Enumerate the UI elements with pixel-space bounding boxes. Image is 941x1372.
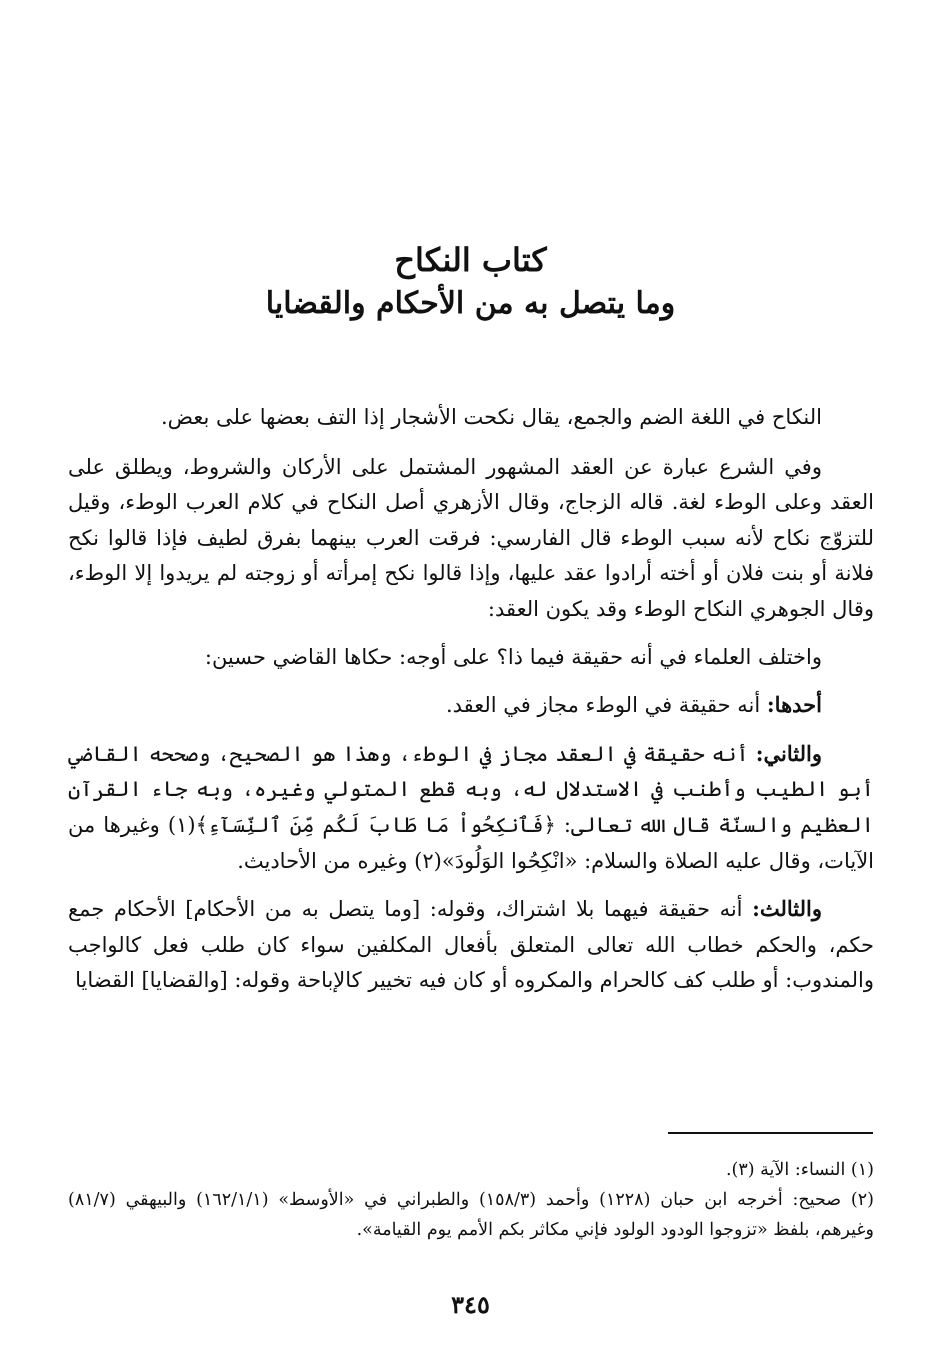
chapter-heading (0, 238, 941, 326)
paragraph-second-view (68, 736, 874, 879)
first-view-label: أحدها: (766, 692, 822, 718)
paragraph-definition: النكاح في اللغة الضم والجمع، يقال نكحت الأشجار إذا التف بعضها على بعض. (161, 405, 822, 429)
footnote-divider (668, 1132, 873, 1134)
paragraph-sharia-meaning: وفي الشرع عبارة عن العقد المشهور المشتمل على الأركان والشروط، ويطلق على العقد وعلى الوطء لغة. قاله الزجاج، وقال الأزهري أصل النكاح في كلام العرب الوطء، وقيل للتزوّج نكاح لأنه سبب الوطء قال الفارسي: فرقت العرب بينهما بفرق لطيف فإذا قالوا نكح فلانة أو بنت فلان أو أخته أرادوا عقد عليها، وإذا قالوا نكح إمرأته أو زوجته لم يريدوا إلا الوطء، وقال الجوهري النكاح الوطء وقد يكون العقد: (68, 454, 874, 621)
paragraph-first-view (68, 687, 874, 724)
second-view-label: والثاني: (755, 740, 822, 766)
page-number: ٣٤٥ (451, 1290, 490, 1319)
chapter-subtitle: وما يتصل به من الأحكام والقضايا (265, 286, 676, 321)
footnote-1: (١) النساء: الآية (٣). (725, 1160, 874, 1180)
footnote-2: (٢) صحيح: أخرجه ابن حبان (١٢٢٨) وأحمد (١٥٨/٣) والطبراني في «الأوسط» (١٦٢/١/١) والبيهقي (٨١/٧) وغيرهم، بلفظ «تزوجوا الودود الولود فإني مكاثر بكم الأمم يوم القيامة». (68, 1190, 874, 1240)
paragraph-disagreement: واختلف العلماء في أنه حقيقة فيما ذا؟ على أوجه: حكاها القاضي حسين: (204, 644, 822, 669)
first-view-text: أنه حقيقة في الوطء مجاز في العقد. (445, 693, 767, 718)
chapter-title: كتاب النكاح (394, 241, 547, 279)
second-view-text: أنه حقيقة في العقد مجاز في الوطء، وهذا هو الصحيح، وصححه القاضي أبو الطيب وأطنب في الاستدلال له، وبه قطع المتولي وغيره، وبه جاء القرآن العظيم والسنّة قال الله تعالى: ﴿فَٱنكِحُواْ مَا طَابَ لَكُم مِّنَ ٱلنِّسَآءِ﴾(١) وغيرها من الآيات، وقال عليه الصلاة والسلام: «انْكِحُوا الوَلُودَ»(٢) وغيره من الأحاديث. (68, 741, 874, 873)
body-text (68, 400, 874, 1011)
paragraph-third-view (68, 891, 874, 999)
third-view-label: والثالث: (752, 896, 822, 922)
third-view-text: أنه حقيقة فيهما بلا اشتراك، وقوله: [وما يتصل به من الأحكام] الأحكام جمع حكم، والحكم خطاب الله تعالى المتعلق بأفعال المكلفين سواء كان طلب فعل كالواجب والمندوب: أو طلب كف كالحرام والمكروه أو كان فيه تخيير كالإباحة وقوله: [والقضايا] القضايا (68, 897, 874, 993)
footnotes (68, 1155, 874, 1245)
